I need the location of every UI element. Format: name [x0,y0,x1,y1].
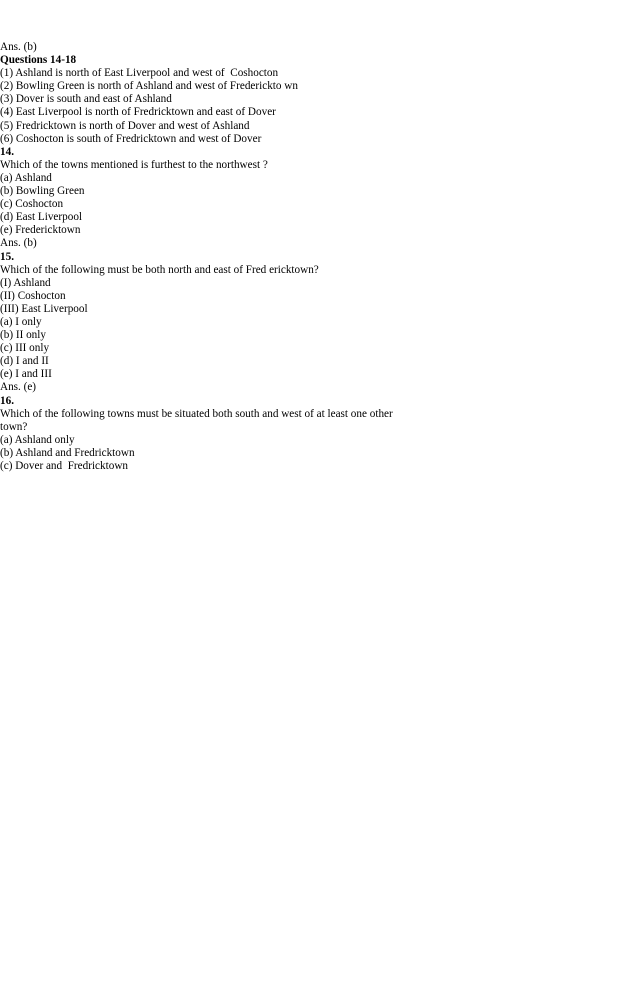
option-line: (e) I and III [0,368,52,381]
option-line: (e) Fredericktown [0,224,81,237]
option-line: (a) Ashland [0,171,52,184]
question-number: 14. [0,145,14,158]
option-line: (b) Bowling Green [0,185,85,198]
option-line: (c) III only [0,342,50,355]
option-line: (b) Ashland and Fredricktown [0,446,135,459]
question-text: town? [0,420,28,433]
statement-line: (I) Ashland [0,276,51,289]
answer-line: Ans. (e) [0,381,37,394]
answer-line: Ans. (b) [0,237,37,250]
statement-line: (II) Coshocton [0,289,66,302]
question-text: Which of the following towns must be situated both south and west of at least one other [0,407,393,420]
answer-line: Ans. (b) [0,41,37,53]
question-number: 15. [0,250,14,263]
option-line: (d) East Liverpool [0,211,83,224]
question-text: Which of the following must be both north and east of Fred ericktown? [0,263,319,276]
option-line: (d) I and II [0,355,49,368]
question-number: 16. [0,394,14,407]
option-line: (a) Ashland only [0,433,75,446]
condition-line: (2) Bowling Green is north of Ashland and west of Fredericktо wn [0,80,298,93]
condition-line: (4) East Liverpool is north of Fredricktown and east of Dover [0,106,276,119]
document-page [0,41,638,473]
option-line: (a) I only [0,315,42,328]
question-text: Which of the towns mentioned is furthest to the northwest ? [0,158,268,171]
condition-line: (1) Ashland is north of East Liverpool and west of Coshocton [0,67,279,80]
option-line: (b) II only [0,329,46,342]
condition-line: (5) Fredricktown is north of Dover and west of Ashland [0,119,250,132]
option-line: (c) Dover and Fredricktown [0,460,128,472]
section-heading: Questions 14-18 [0,54,77,67]
statement-line: (III) East Liverpool [0,302,88,315]
option-line: (c) Coshocton [0,198,64,211]
condition-line: (3) Dover is south and east of Ashland [0,93,172,106]
condition-line: (6) Coshocton is south of Fredricktown and west of Dover [0,132,262,145]
